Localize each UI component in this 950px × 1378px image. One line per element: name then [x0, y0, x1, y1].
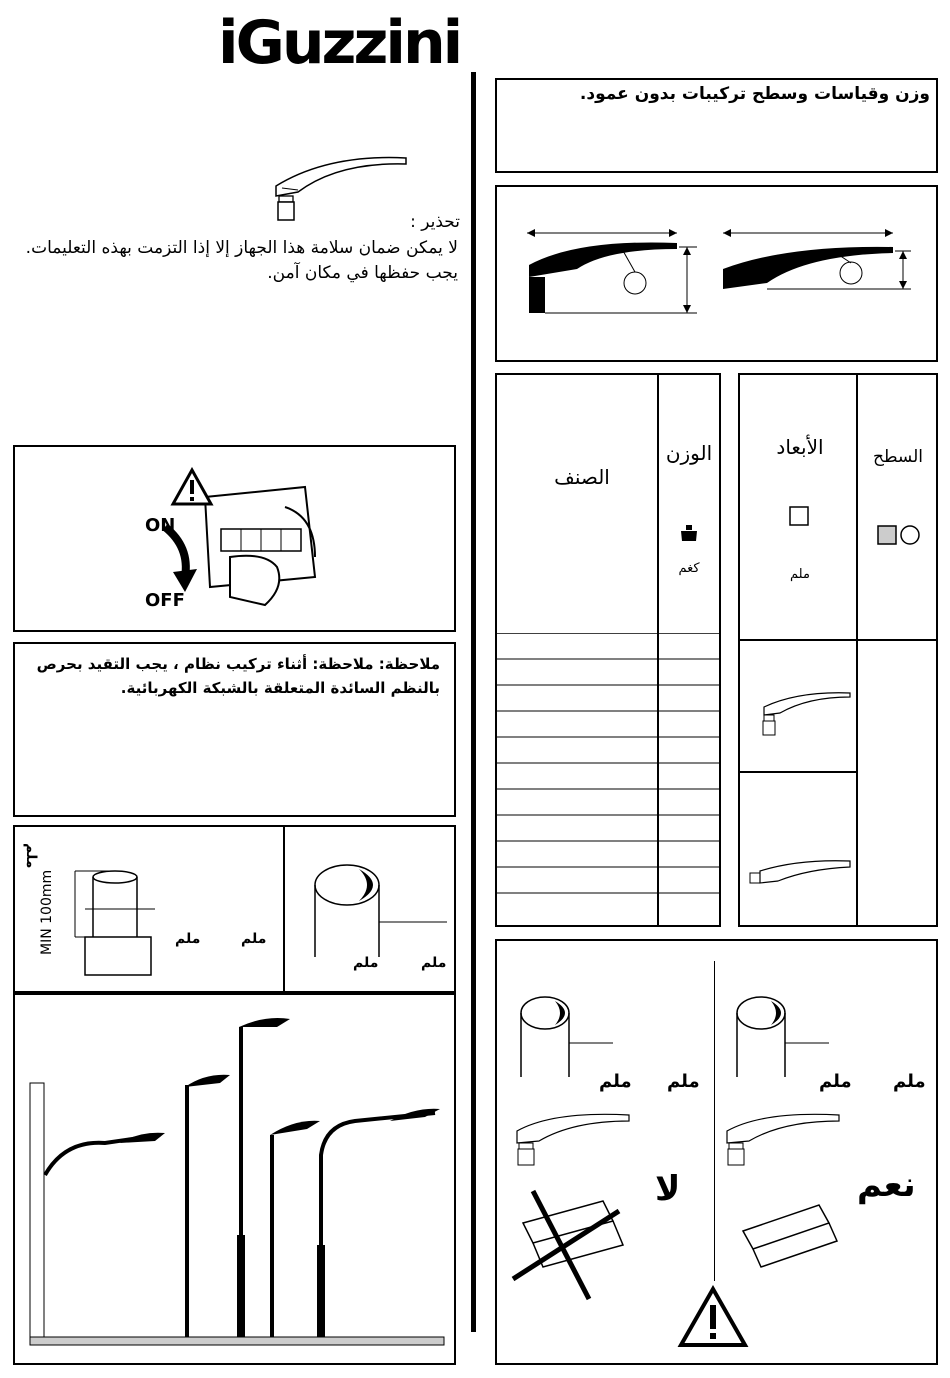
dimension-drawing — [497, 187, 936, 360]
page-divider — [471, 72, 476, 1332]
on-label: ON — [145, 515, 176, 536]
caution-triangle-icon — [677, 1285, 749, 1351]
install-mm-label-2: ملم — [667, 1071, 700, 1092]
dimensions-header: الأبعاد — [776, 435, 824, 459]
min-length-label: MIN 100mm — [39, 869, 55, 955]
pole-mm-label-4: ملم — [353, 955, 379, 971]
power-switch-illustration — [15, 447, 454, 630]
yes-label: نعم — [857, 1165, 916, 1205]
off-label: OFF — [145, 590, 185, 611]
dimension-drawing-box — [495, 185, 938, 362]
pole-divider — [283, 827, 285, 991]
incorrect-install-illustration — [503, 991, 703, 1321]
install-mm-label-3: ملم — [819, 1071, 852, 1092]
weights-title: وزن وقياسات وسطح تركيبات بدون عمود. — [579, 84, 930, 104]
luminaire-horizontal-icon — [748, 853, 854, 889]
luminaire-side-icon — [758, 687, 854, 739]
installation-examples-illustration — [15, 995, 454, 1363]
pole-mm-label-3: ملم — [241, 931, 267, 947]
brand-logo: iGuzzini — [218, 8, 461, 78]
warning-title: تحذير : — [410, 212, 460, 232]
pole-fitting-box — [13, 825, 456, 993]
weight-header: الوزن — [665, 441, 713, 465]
dimension-table — [738, 373, 938, 927]
warning-triangle-icon — [170, 467, 214, 507]
weight-table-rows — [497, 633, 719, 925]
dimension-square-icon — [788, 505, 810, 527]
power-switch-box — [13, 445, 456, 632]
weight-table — [495, 373, 721, 927]
surface-header: السطح — [873, 447, 923, 467]
no-label: لا — [655, 1169, 681, 1209]
surface-icon — [876, 523, 924, 547]
install-orientation-box — [495, 939, 938, 1365]
warning-text: لا يمكن ضمان سلامة هذا الجهاز إلا إذا التزمت بهذه التعليمات. يجب حفظها في مكان آمن. — [25, 238, 458, 283]
weight-icon — [679, 523, 699, 543]
correct-install-illustration — [719, 991, 919, 1271]
note-text: ملاحظة: ملاحظة: أثناء تركيب نظام ، يجب التقيد بحرص بالنظم السائدة المتعلقة بالشبكة الكهربائية. — [36, 655, 440, 697]
category-header: الصنف — [554, 465, 610, 489]
pole-mm-label-2: ملم — [175, 931, 201, 947]
installation-examples-box — [13, 993, 456, 1365]
install-mm-label-1: ملم — [599, 1071, 632, 1092]
weight-unit: كغم — [678, 561, 700, 576]
pole-mm-label: ملم — [23, 843, 39, 869]
dimensions-unit: ملم — [790, 567, 810, 582]
pole-mm-label-5: ملم — [421, 955, 447, 971]
install-mm-label-4: ملم — [893, 1071, 926, 1092]
